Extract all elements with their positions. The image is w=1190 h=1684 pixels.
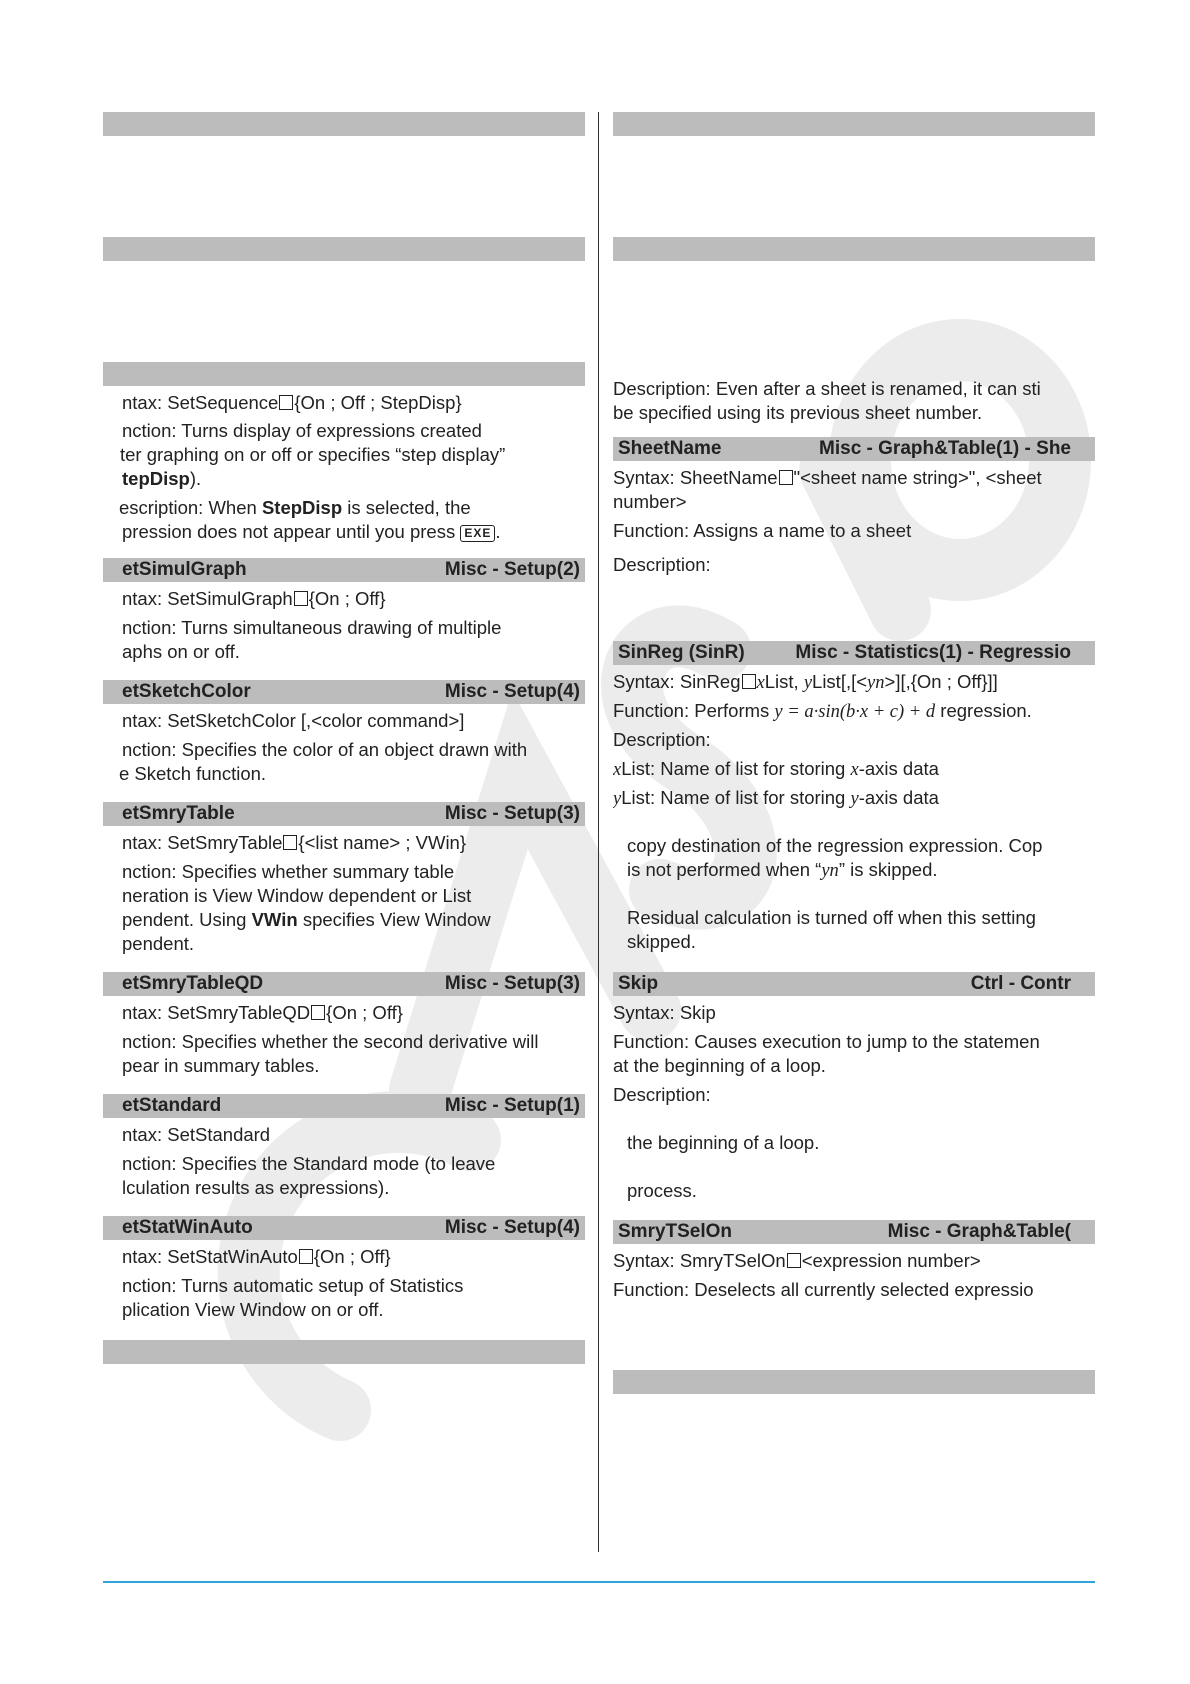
blank-header-bar (613, 237, 1095, 261)
setsmrytable-function-1: nction: Specifies whether summary table (122, 861, 455, 882)
setstatwinauto-function-2: plication View Window on or off. (122, 1299, 384, 1320)
setsmrytableqd-syntax: ntax: SetSmryTableQD {On ; Off} (122, 1002, 403, 1023)
sheetname-header: SheetName Misc - Graph&Table(1) - She (613, 437, 1095, 461)
sheet-description-2: be specified using its previous sheet number. (613, 402, 983, 423)
skip-header: Skip Ctrl - Contr (613, 972, 1095, 996)
skip-bullet-2-line-2: process. (627, 1180, 697, 1201)
setstatwinauto-function-1: nction: Turns automatic setup of Statistics (122, 1275, 464, 1296)
setsequence-function-1: nction: Turns display of expressions created (122, 420, 482, 441)
sinreg-xlist: xList: Name of list for storing x-axis data (613, 758, 939, 780)
smrytselon-header: SmryTSelOn Misc - Graph&Table( (613, 1220, 1095, 1244)
setsketchcolor-header: etSketchColor Misc - Setup(4) (103, 680, 585, 704)
skip-syntax: Syntax: Skip (613, 1002, 716, 1023)
sinreg-syntax: Syntax: SinReg xList, yList[,[<yn>][,{On ; Off}]] (613, 671, 998, 693)
setsmrytableqd-function-1: nction: Specifies whether the second derivative will (122, 1031, 539, 1052)
sinreg-bullet-1-line-2: copy destination of the regression expression. Cop (627, 835, 1043, 856)
space-symbol-icon (779, 470, 793, 485)
skip-bullet-1-line-2: the beginning of a loop. (627, 1132, 820, 1153)
setsimulgraph-function-1: nction: Turns simultaneous drawing of multiple (122, 617, 502, 638)
blank-header-bar (613, 1370, 1095, 1394)
sheetname-description: Description: (613, 554, 711, 575)
blank-header-bar (103, 112, 585, 136)
skip-description: Description: (613, 1084, 711, 1105)
blank-header-bar (103, 237, 585, 261)
setsequence-description-2: pression does not appear until you press EXE . (122, 521, 501, 542)
setsequence-function-3: tepDisp). (122, 468, 202, 489)
setsimulgraph-syntax: ntax: SetSimulGraph {On ; Off} (122, 588, 386, 609)
blank-header-bar (613, 112, 1095, 136)
sheetname-syntax-1: Syntax: SheetName "<sheet name string>", <sheet (613, 467, 1042, 488)
setsketchcolor-syntax: ntax: SetSketchColor [,<color command>] (122, 710, 465, 731)
smrytselon-function: Function: Deselects all currently selected expressio (613, 1279, 1034, 1300)
setsimulgraph-header: etSimulGraph Misc - Setup(2) (103, 558, 585, 582)
footer-rule (103, 1581, 1095, 1583)
sinreg-header: SinReg (SinR) Misc - Statistics(1) - Regressio (613, 641, 1095, 665)
setsmrytable-function-2: neration is View Window dependent or List (122, 885, 472, 906)
setstatwinauto-syntax: ntax: SetStatWinAuto {On ; Off} (122, 1246, 391, 1267)
setsequence-function-2: ter graphing on or off or specifies “step display” (120, 444, 506, 465)
sheetname-function: Function: Assigns a name to a sheet (613, 520, 912, 541)
sinreg-ylist: yList: Name of list for storing y-axis data (613, 787, 939, 809)
setstandard-syntax: ntax: SetStandard (122, 1124, 271, 1145)
setsmrytable-header: etSmryTable Misc - Setup(3) (103, 802, 585, 826)
setsketchcolor-function-2: e Sketch function. (119, 763, 267, 784)
setsimulgraph-function-2: aphs on or off. (122, 641, 240, 662)
space-symbol-icon (279, 395, 293, 410)
setstatwinauto-header: etStatWinAuto Misc - Setup(4) (103, 1216, 585, 1240)
sinreg-bullet-2-line-3: skipped. (627, 931, 696, 952)
setsmrytable-function-4: pendent. (122, 933, 195, 954)
space-symbol-icon (787, 1253, 801, 1268)
setsketchcolor-function-1: nction: Specifies the color of an object drawn with (122, 739, 528, 760)
smrytselon-syntax: Syntax: SmryTSelOn <expression number> (613, 1250, 981, 1271)
skip-function-2: at the beginning of a loop. (613, 1055, 826, 1076)
setstandard-header: etStandard Misc - Setup(1) (103, 1094, 585, 1118)
sinreg-description: Description: (613, 729, 711, 750)
column-divider (598, 112, 599, 1552)
setsmrytable-function-3: pendent. Using VWin specifies View Window (122, 909, 491, 930)
setsmrytable-syntax: ntax: SetSmryTable {<list name> ; VWin} (122, 832, 467, 853)
setstandard-function-2: lculation results as expressions). (122, 1177, 390, 1198)
setstandard-function-1: nction: Specifies the Standard mode (to leave (122, 1153, 496, 1174)
sinreg-function: Function: Performs y = a·sin(b·x + c) + d regression. (613, 700, 1032, 722)
skip-function-1: Function: Causes execution to jump to the statemen (613, 1031, 1040, 1052)
space-symbol-icon (742, 674, 756, 689)
sheet-description-1: Description: Even after a sheet is renamed, it can sti (613, 378, 1041, 399)
space-symbol-icon (283, 835, 297, 850)
sinreg-bullet-1-line-3: is not performed when “yn” is skipped. (627, 859, 938, 881)
space-symbol-icon (294, 591, 308, 606)
sheetname-syntax-2: number> (613, 491, 687, 512)
space-symbol-icon (311, 1005, 325, 1020)
setsequence-syntax: ntax: SetSequence {On ; Off ; StepDisp} (122, 392, 462, 413)
space-symbol-icon (299, 1249, 313, 1264)
blank-header-bar (103, 362, 585, 386)
blank-header-bar (103, 1340, 585, 1364)
setsmrytableqd-function-2: pear in summary tables. (122, 1055, 320, 1076)
setsequence-description-1: escription: When StepDisp is selected, the (119, 497, 471, 518)
sinreg-bullet-2-line-2: Residual calculation is turned off when this setting (627, 907, 1036, 928)
exe-key-icon: EXE (460, 525, 495, 542)
setsmrytableqd-header: etSmryTableQD Misc - Setup(3) (103, 972, 585, 996)
